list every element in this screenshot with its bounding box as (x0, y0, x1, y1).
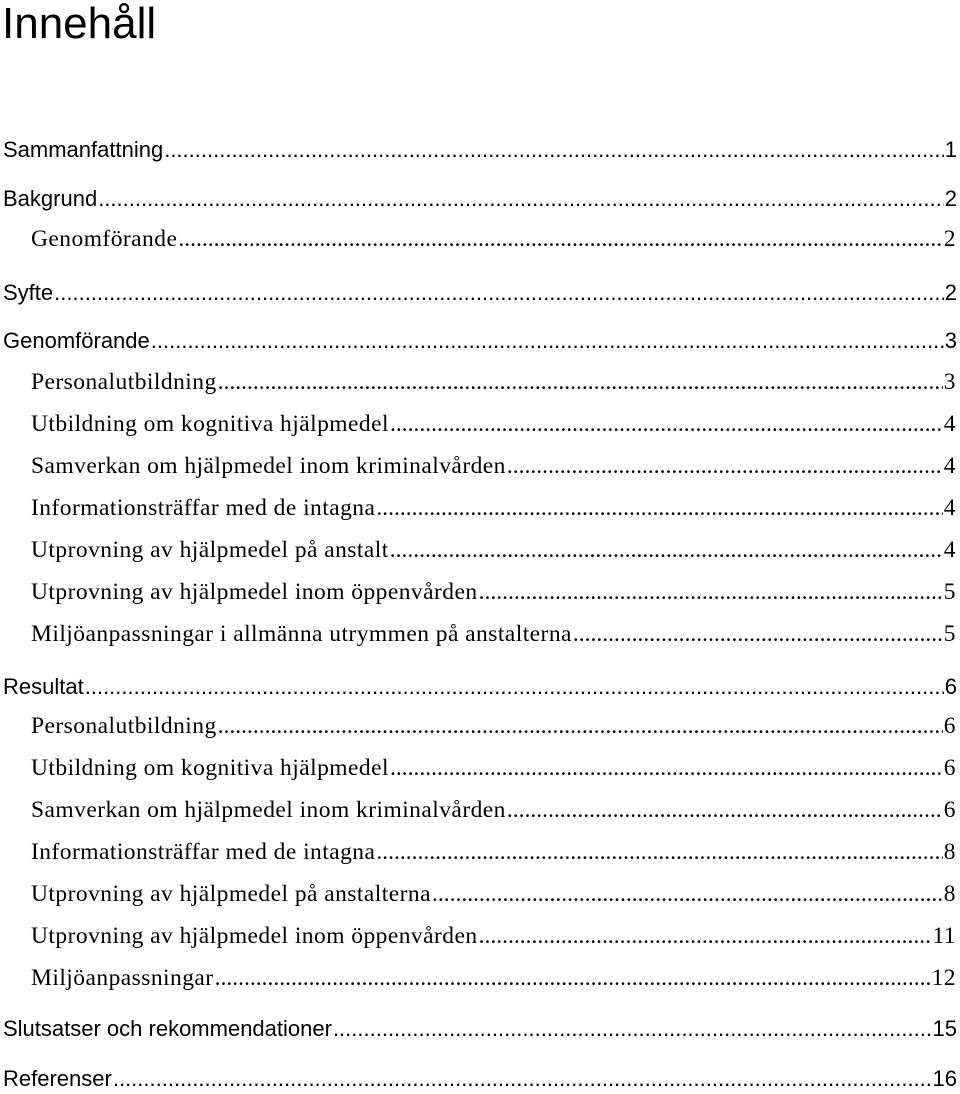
toc-page-number: 6 (943, 755, 956, 781)
toc-entry-label: Personalutbildning (31, 713, 217, 739)
toc-page-number: 8 (943, 839, 956, 865)
toc-entry-slutsatser[interactable] (3, 1014, 957, 1044)
toc-page-number: 2 (944, 280, 957, 305)
toc-entry-resultat-personalutbildning[interactable] (31, 711, 956, 741)
toc-entry-label: Utprovning av hjälpmedel inom öppenvården (31, 923, 478, 949)
toc-entry-label: Referenser (3, 1066, 112, 1091)
toc-page-number: 11 (932, 923, 956, 949)
toc-entry-label: Utbildning om kognitiva hjälpmedel (31, 755, 389, 781)
toc-page-number: 3 (944, 328, 957, 353)
toc-page-number: 6 (943, 797, 956, 823)
toc-entry-bakgrund-genomforande[interactable] (31, 224, 956, 254)
toc-page-number: 3 (943, 369, 956, 395)
toc-entry-personalutbildning[interactable] (31, 367, 956, 397)
toc-entry-label: Genomförande (31, 226, 178, 252)
toc-page-number: 4 (943, 537, 956, 563)
toc-leader-dots (376, 837, 942, 867)
toc-leader-dots (479, 921, 932, 951)
toc-page-number: 16 (932, 1066, 957, 1091)
toc-page-number: 15 (932, 1016, 957, 1041)
toc-entry-syfte[interactable] (3, 278, 957, 308)
toc-leader-dots (333, 1014, 932, 1044)
toc-page-number: 6 (943, 713, 956, 739)
toc-page-number: 8 (943, 881, 956, 907)
toc-entry-label: Genomförande (3, 328, 150, 353)
toc-entry-sammanfattning[interactable] (3, 135, 957, 165)
toc-leader-dots (376, 493, 942, 523)
page-title: Innehåll (2, 0, 157, 48)
toc-entry-label: Utbildning om kognitiva hjälpmedel (31, 411, 389, 437)
toc-entry-label: Miljöanpassningar (31, 965, 214, 991)
toc-entry-resultat-informationstraffar[interactable] (31, 837, 956, 867)
toc-entry-label: Informationsträffar med de intagna (31, 839, 376, 865)
toc-entry-label: Personalutbildning (31, 369, 217, 395)
toc-page-number: 1 (944, 137, 957, 162)
toc-leader-dots (178, 224, 942, 254)
toc-entry-resultat-samverkan[interactable] (31, 795, 956, 825)
toc-entry-resultat-utprovning-anstalterna[interactable] (31, 879, 956, 909)
toc-entry-label: Miljöanpassningar i allmänna utrymmen på anstalterna (31, 621, 572, 647)
toc-entry-label: Samverkan om hjälpmedel inom kriminalvården (31, 797, 506, 823)
toc-leader-dots (218, 367, 943, 397)
toc-leader-dots (215, 963, 931, 993)
toc-entry-label: Resultat (3, 674, 84, 699)
toc-leader-dots (507, 795, 943, 825)
toc-leader-dots (432, 879, 943, 909)
toc-leader-dots (151, 326, 944, 356)
toc-entry-samverkan[interactable] (31, 451, 956, 481)
toc-leader-dots (390, 753, 943, 783)
toc-entry-resultat-utbildning-kognitiva[interactable] (31, 753, 956, 783)
toc-leader-dots (507, 451, 943, 481)
toc-entry-utprovning-anstalt[interactable] (31, 535, 956, 565)
toc-page-number: 6 (944, 674, 957, 699)
toc-entry-label: Utprovning av hjälpmedel på anstalterna (31, 881, 431, 907)
toc-page-number: 2 (944, 186, 957, 211)
toc-leader-dots (85, 672, 944, 702)
toc-leader-dots (54, 278, 944, 308)
toc-page-number: 4 (943, 411, 956, 437)
toc-leader-dots (164, 135, 944, 165)
toc-entry-label: Informationsträffar med de intagna (31, 495, 376, 521)
toc-leader-dots (573, 619, 943, 649)
toc-entry-bakgrund[interactable] (3, 184, 957, 214)
toc-entry-resultat-utprovning-oppenvarden[interactable] (31, 921, 956, 951)
toc-page-number: 4 (943, 495, 956, 521)
toc-entry-resultat[interactable] (3, 672, 957, 702)
toc-page-number: 4 (943, 453, 956, 479)
toc-page-number: 2 (943, 226, 956, 252)
toc-entry-label: Samverkan om hjälpmedel inom kriminalvården (31, 453, 506, 479)
toc-leader-dots (479, 577, 943, 607)
toc-page-number: 5 (943, 579, 956, 605)
toc-entry-label: Utprovning av hjälpmedel inom öppenvården (31, 579, 478, 605)
toc-leader-dots (390, 409, 943, 439)
toc-entry-utbildning-kognitiva[interactable] (31, 409, 956, 439)
toc-entry-genomforande[interactable] (3, 326, 957, 356)
toc-entry-utprovning-oppenvarden[interactable] (31, 577, 956, 607)
toc-leader-dots (390, 535, 943, 565)
toc-entry-label: Slutsatser och rekommendationer (3, 1016, 332, 1041)
toc-entry-label: Bakgrund (3, 186, 98, 211)
toc-leader-dots (98, 184, 944, 214)
toc-leader-dots (218, 711, 943, 741)
toc-page-number: 5 (943, 621, 956, 647)
toc-entry-label: Utprovning av hjälpmedel på anstalt (31, 537, 389, 563)
toc-entry-label: Syfte (3, 280, 54, 305)
toc-page-number: 12 (931, 965, 956, 991)
toc-entry-label: Sammanfattning (3, 137, 164, 162)
toc-entry-miljoanpassningar-allmanna[interactable] (31, 619, 956, 649)
toc-entry-resultat-miljoanpassningar[interactable] (31, 963, 956, 993)
toc-entry-informationstraffar[interactable] (31, 493, 956, 523)
